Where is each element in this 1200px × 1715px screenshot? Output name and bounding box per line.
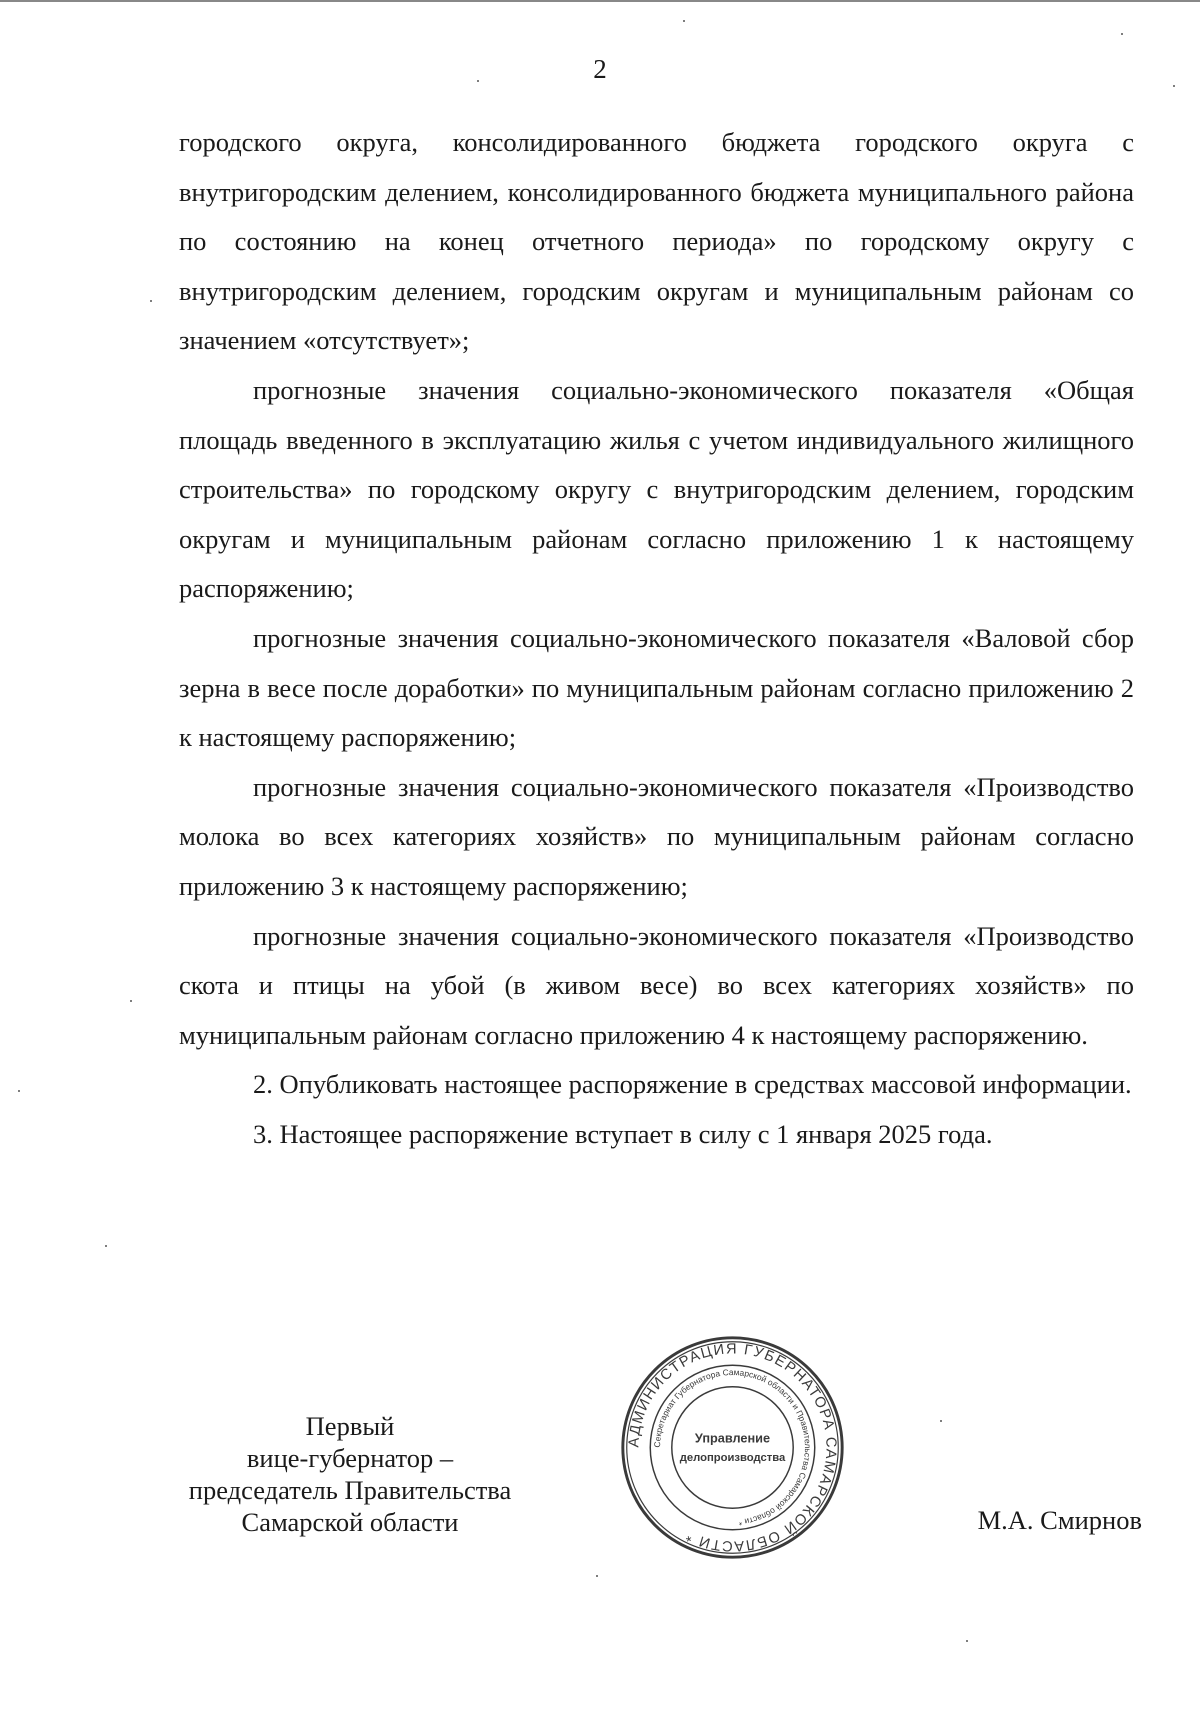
- paragraph-milk-forecast: прогнозные значения социально-экономического показателя «Производство молока во всех категориях хозяйств» по муниципальным районам согласно приложению 3 к настоящему распоряжению;: [179, 771, 1134, 901]
- seal-outer-ring-text: АДМИНИСТРАЦИЯ ГУБЕРНАТОРА САМАРСКОЙ ОБЛАСТИ *: [626, 1341, 839, 1554]
- scan-speck: [683, 20, 685, 22]
- scan-speck: [1173, 85, 1175, 87]
- seal-center-line-1: Управление: [694, 1430, 771, 1446]
- official-seal: [615, 1330, 850, 1565]
- signatory-position-line: Первый: [305, 1411, 395, 1441]
- paragraph-livestock-forecast: прогнозные значения социально-экономического показателя «Производство скота и птицы на убой (в живом весе) во всех категориях хозяйств» по муниципальным районам согласно приложению 4 к настоящему распоряжению.: [179, 920, 1134, 1050]
- paragraph-housing-forecast: прогнозные значения социально-экономического показателя «Общая площадь введенного в эксплуатацию жилья с учетом индивидуального жилищного строительства» по городскому округу с внутригородским делением, городским округам и муниципальным районам согласно приложению 1 к настоящему распоряжению;: [179, 374, 1134, 604]
- paragraph-publish-order: 2. Опубликовать настоящее распоряжение в средствах массовой информации.: [253, 1069, 1132, 1100]
- scan-speck: [1121, 33, 1123, 35]
- signatory-position-line: председатель Правительства: [188, 1475, 512, 1505]
- paragraph-grain-forecast: прогнозные значения социально-экономического показателя «Валовой сбор зерна в весе после доработки» по муниципальным районам согласно приложению 2 к настоящему распоряжению;: [179, 622, 1134, 753]
- page-number: 2: [593, 54, 607, 84]
- scan-speck: [966, 1640, 968, 1642]
- scan-speck: [477, 80, 479, 82]
- document-body: [179, 118, 1134, 1159]
- scan-speck: [596, 1575, 598, 1577]
- scan-speck: [18, 1090, 20, 1092]
- signatory-position: [150, 1410, 550, 1538]
- scan-speck: [105, 1245, 107, 1247]
- signatory-position-line: Самарской области: [241, 1507, 459, 1537]
- seal-center-line-2: делопроизводства: [679, 1452, 786, 1465]
- seal-inner-ring-text: Секретариат Губернатора Самарской области и Правительства Самарской области *: [651, 1367, 813, 1528]
- paragraph-continuation: городского округа, консолидированного бюджета городского округа с внутригородским делением, консолидированного бюджета муниципального района по состоянию на конец отчетного периода» по городскому округу с внутригородским делением, городским округам и муниципальным районам со значением «отсутствует»;: [179, 127, 1134, 356]
- scan-speck: [150, 300, 152, 302]
- seal-inner-text: [652, 1367, 813, 1528]
- scan-edge-line: [0, 0, 1200, 2]
- signatory-position-line: вице-губернатор –: [246, 1443, 454, 1473]
- signatory-name: М.А. Смирнов: [977, 1505, 1142, 1535]
- paragraph-effective-date: 3. Настоящее распоряжение вступает в силу с 1 января 2025 года.: [253, 1118, 993, 1149]
- scan-speck: [130, 1000, 132, 1002]
- scan-speck: [940, 1420, 942, 1422]
